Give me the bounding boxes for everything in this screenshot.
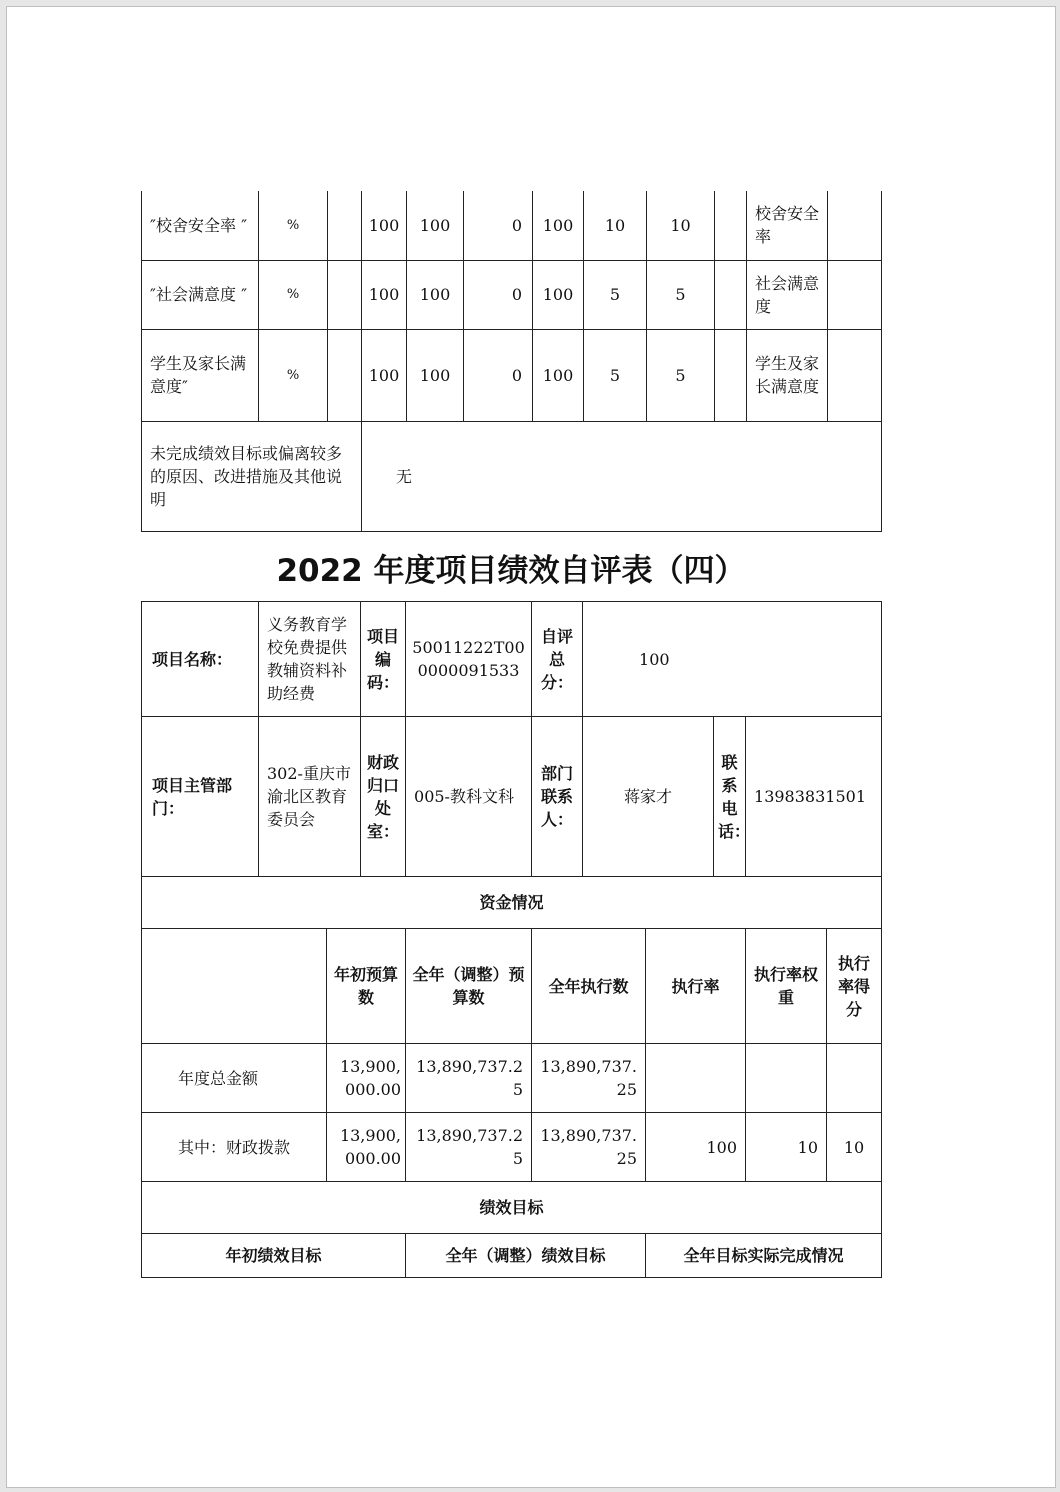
execution-rate-header: 执行率 [646,929,746,1044]
funds-row [142,1044,882,1113]
indicator-cell [715,260,747,329]
indicator-value: 100 [533,191,584,260]
project-info-row [142,602,882,717]
goals-header-row [142,1234,882,1278]
indicator-note: 社会满意度 [747,260,828,329]
indicator-value: 5 [647,329,715,421]
indicator-note: 校舍安全率 [747,191,828,260]
project-code-label: 项目编码： [361,602,406,717]
executed-header: 全年执行数 [532,929,646,1044]
goals-section-title: 绩效目标 [142,1182,882,1234]
indicator-value: 100 [407,191,464,260]
phone-value: 13983831501 [746,717,882,877]
rate-score-header: 执行率得分 [827,929,882,1044]
indicator-cell [828,191,882,260]
finance-office-value: 005-教科文科 [406,717,532,877]
contact-label: 部门联系人： [532,717,583,877]
indicator-value: 5 [584,260,647,329]
indicator-value: 10 [584,191,647,260]
actual-completion-header: 全年目标实际完成情况 [646,1234,882,1278]
adjusted-budget-header: 全年（调整）预算数 [406,929,532,1044]
indicator-row [142,191,882,260]
unfinished-value: 无 [362,421,882,531]
contact-value: 蒋家才 [583,717,714,877]
project-name-label: 项目名称： [142,602,259,717]
adjusted-goal-header: 全年（调整）绩效目标 [406,1234,646,1278]
adjusted-budget-value: 13,890,737.25 [406,1044,532,1113]
initial-goal-header: 年初绩效目标 [142,1234,406,1278]
funds-row [142,1113,882,1182]
department-label: 项目主管部门： [142,717,259,877]
project-name-value: 义务教育学校免费提供教辅资料补助经费 [259,602,361,717]
indicator-value: 0 [464,260,533,329]
finance-office-label: 财政归口处室： [361,717,406,877]
indicator-value: 100 [533,329,584,421]
evaluation-table [141,601,882,1278]
indicator-unit: % [259,191,328,260]
department-value: 302-重庆市渝北区教育委员会 [259,717,361,877]
indicator-value: 10 [647,191,715,260]
indicator-value: 100 [362,191,407,260]
rate-weight-value [746,1044,827,1113]
indicator-cell [715,191,747,260]
indicator-cell [328,329,362,421]
funds-header-blank [142,929,327,1044]
indicator-cell [715,329,747,421]
indicator-unit: % [259,260,328,329]
indicator-name: 学生及家长满意度″ [142,329,259,421]
indicator-cell [828,260,882,329]
indicator-row [142,329,882,421]
page-title: 2022 年度项目绩效自评表（四） [276,553,746,589]
self-score-label: 自评总分： [532,602,583,717]
initial-budget-value: 13,900,000.00 [327,1113,406,1182]
indicator-value: 100 [533,260,584,329]
adjusted-budget-value: 13,890,737.25 [406,1113,532,1182]
indicator-cell [328,260,362,329]
indicator-value: 0 [464,191,533,260]
funds-row-label: 年度总金额 [142,1044,327,1113]
initial-budget-header: 年初预算数 [327,929,406,1044]
execution-rate-value [646,1044,746,1113]
indicator-value: 100 [407,329,464,421]
indicator-value: 100 [407,260,464,329]
self-score-value: 100 [583,602,882,717]
indicator-table [141,191,882,532]
indicator-cell [328,191,362,260]
indicator-cell [828,329,882,421]
indicator-name: ″社会满意度 ″ [142,260,259,329]
unfinished-label: 未完成绩效目标或偏离较多的原因、改进措施及其他说明 [142,421,362,531]
funds-section-title: 资金情况 [142,877,882,929]
funds-section-row [142,877,882,929]
department-row [142,717,882,877]
indicator-value: 100 [362,260,407,329]
unfinished-row [142,421,882,531]
indicator-unit: % [259,329,328,421]
phone-label: 联系电话： [714,717,746,877]
rate-score-value [827,1044,882,1113]
goals-section-row [142,1182,882,1234]
indicator-value: 100 [362,329,407,421]
indicator-row [142,260,882,329]
document-page [6,6,1056,1488]
indicator-value: 0 [464,329,533,421]
rate-weight-value: 10 [746,1113,827,1182]
indicator-value: 5 [584,329,647,421]
initial-budget-value: 13,900,000.00 [327,1044,406,1113]
indicator-name: ″校舍安全率 ″ [142,191,259,260]
funds-header-row [142,929,882,1044]
executed-value: 13,890,737.25 [532,1113,646,1182]
indicator-value: 5 [647,260,715,329]
executed-value: 13,890,737.25 [532,1044,646,1113]
funds-row-label: 其中：财政拨款 [142,1113,327,1182]
indicator-note: 学生及家长满意度 [747,329,828,421]
project-code-value: 50011222T000000091533 [406,602,532,717]
rate-score-value: 10 [827,1113,882,1182]
rate-weight-header: 执行率权重 [746,929,827,1044]
execution-rate-value: 100 [646,1113,746,1182]
